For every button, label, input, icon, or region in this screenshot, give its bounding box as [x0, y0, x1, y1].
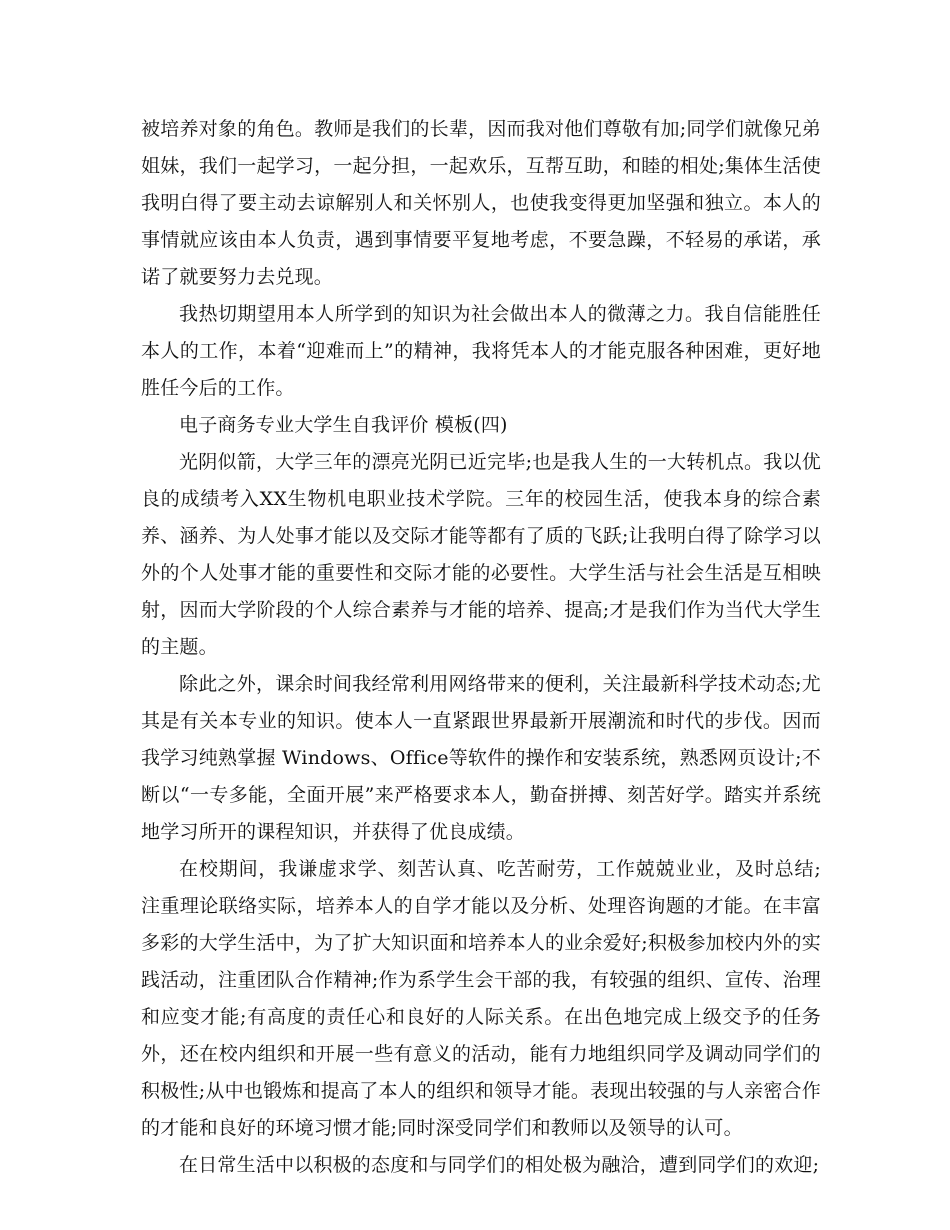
section-heading: 电子商务专业大学生自我评价 模板(四) [179, 414, 508, 436]
paragraph-skills: 除此之外，课余时间我经常利用网络带来的便利，关注最新科学技术动态;尤其是有关本专业的知识。使本人一直紧跟世界最新开展潮流和时代的步伐。因而我学习纯熟掌握 Windows、Office等软件的操作和安装系统，熟悉网页设计;不断以“一专多能，全面开展”来严格要求本人，勤奋拼搏、刻苦好学。踏实并系统地学习所开的课程知识，并获得了优良成绩。 [141, 673, 821, 843]
paragraph-college-life: 光阴似箭，大学三年的漂亮光阴已近完毕;也是我人生的一大转机点。我以优良的成绩考入XX生物机电职业技术学院。三年的校园生活，使我本身的综合素养、涵养、为人处事才能以及交际才能等都有了质的飞跃;让我明白得了除学习以外的个人处事才能的重要性和交际才能的必要性。大学生活与社会生活是互相映射，因而大学阶段的个人综合素养与才能的培养、提高;才是我们作为当代大学生的主题。 [141, 451, 821, 658]
paragraph-school-performance: 在校期间，我谦虚求学、刻苦认真、吃苦耐劳，工作兢兢业业，及时总结; 注重理论联络实际，培养本人的自学才能以及分析、处理咨询题的才能。在丰富多彩的大学生活中，为了扩大知识面和培养本人的业余爱好;积极参加校内外的实践活动，注重团队合作精神;作为系学生会干部的我，有较强的组织、宣传、治理和应变才能;有高度的责任心和良好的人际关系。在出色地完成上级交予的任务外，还在校内组织和开展一些有意义的活动，能有力地组织同学及调动同学们的积极性;从中也锻炼和提高了本人的组织和领导才能。表现出较强的与人亲密合作的才能和良好的环境习惯才能;同时深受同学们和教师以及领导的认可。 [141, 858, 821, 1139]
document-body [141, 111, 821, 1184]
paragraph-daily-life: 在日常生活中以积极的态度和与同学们的相处极为融洽，遭到同学们的欢迎; [179, 1154, 820, 1176]
paragraph-continuation: 被培养对象的角色。教师是我们的长辈，因而我对他们尊敬有加;同学们就像兄弟姐妹，我们一起学习，一起分担，一起欢乐，互帮互助，和睦的相处;集体生活使我明白得了要主动去谅解别人和关怀别人，也使我变得更加坚强和独立。本人的事情就应该由本人负责，遇到事情要平复地考虑，不要急躁，不轻易的承诺，承诺了就要努力去兑现。 [141, 118, 821, 288]
paragraph-aspiration: 我热切期望用本人所学到的知识为社会做出本人的微薄之力。我自信能胜任本人的工作，本着“迎难而上”的精神，我将凭本人的才能克服各种困难，更好地胜任今后的工作。 [141, 303, 821, 399]
